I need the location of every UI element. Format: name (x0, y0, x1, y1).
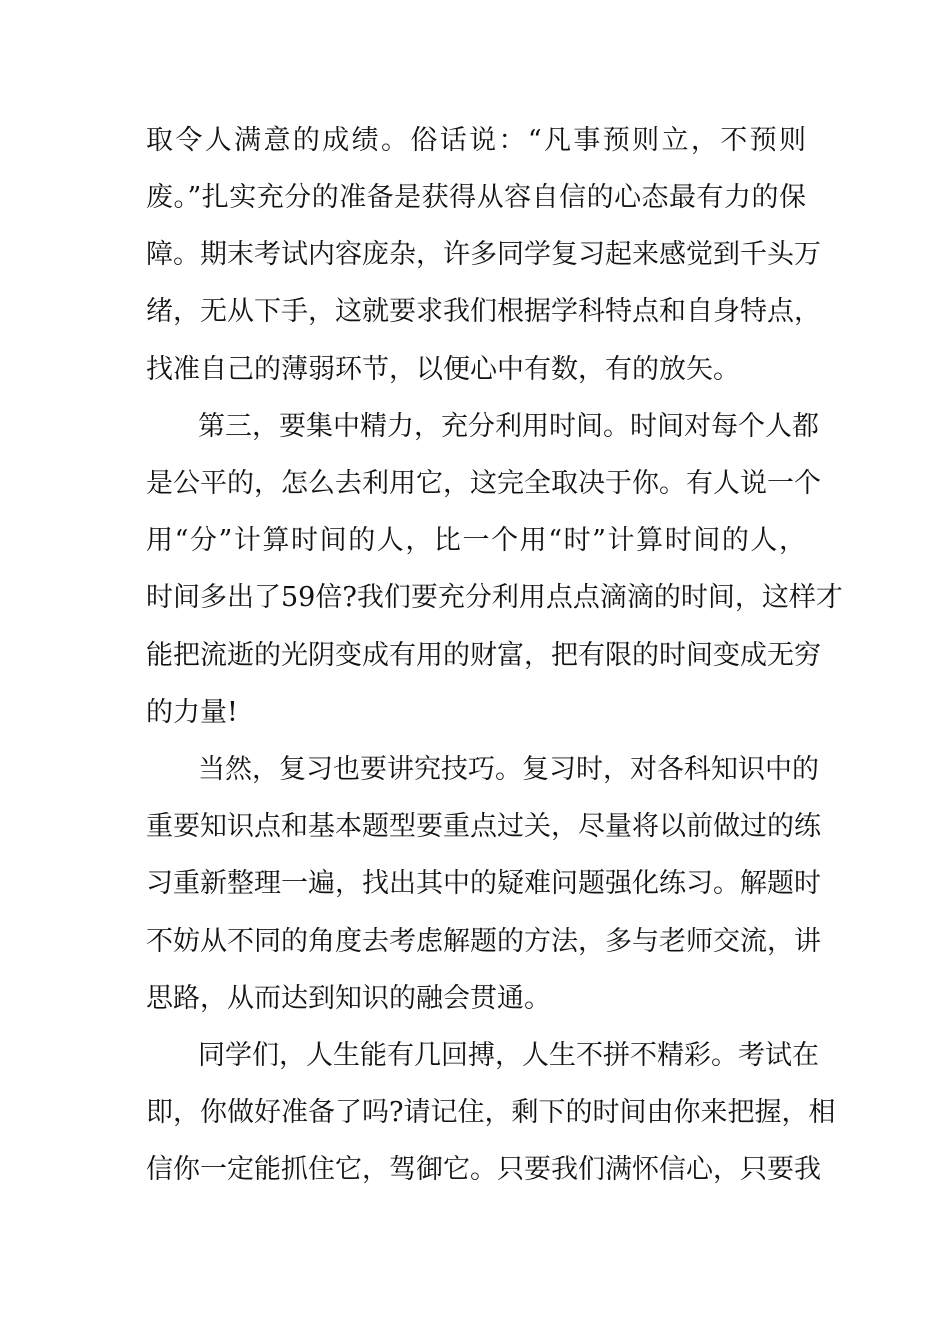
text-line: 即，你做好准备了吗?请记住，剩下的时间由你来把握，相 (146, 1097, 836, 1128)
text-line: 废。”扎实充分的准备是获得从容自信的心态最有力的保 (146, 182, 806, 213)
text-line: 习重新整理一遍，找出其中的疑难问题强化练习。解题时 (146, 868, 821, 899)
text-line: 绪，无从下手，这就要求我们根据学科特点和自身特点， (146, 296, 821, 327)
paragraph-first-line: 第三，要集中精力，充分利用时间。时间对每个人都 (198, 411, 819, 442)
text-line: 是公平的，怎么去利用它，这完全取决于你。有人说一个 (146, 468, 821, 499)
text-line: 的力量! (146, 697, 238, 728)
paragraph-first-line: 同学们，人生能有几回搏，人生不拼不精彩。考试在 (198, 1040, 819, 1071)
text-line: 用“分”计算时间的人，比一个用“时”计算时间的人， (146, 525, 806, 556)
text-line: 能把流逝的光阴变成有用的财富，把有限的时间变成无穷 (146, 640, 821, 671)
text-line: 不妨从不同的角度去考虑解题的方法，多与老师交流，讲 (146, 926, 821, 957)
paragraph-first-line: 当然，复习也要讲究技巧。复习时，对各科知识中的 (198, 754, 819, 785)
text-line: 重要知识点和基本题型要重点过关，尽量将以前做过的练 (146, 811, 821, 842)
text-line: 信你一定能抓住它，驾御它。只要我们满怀信心，只要我 (146, 1154, 821, 1185)
text-line: 障。期末考试内容庞杂，许多同学复习起来感觉到千头万 (146, 239, 821, 270)
text-line: 思路，从而达到知识的融会贯通。 (146, 983, 551, 1014)
text-line: 时间多出了59倍?我们要充分利用点点滴滴的时间，这样才 (146, 582, 843, 613)
text-line: 取令人满意的成绩。俗话说：“凡事预则立，不预则 (146, 125, 806, 156)
text-line: 找准自己的薄弱环节，以便心中有数，有的放矢。 (146, 354, 740, 385)
